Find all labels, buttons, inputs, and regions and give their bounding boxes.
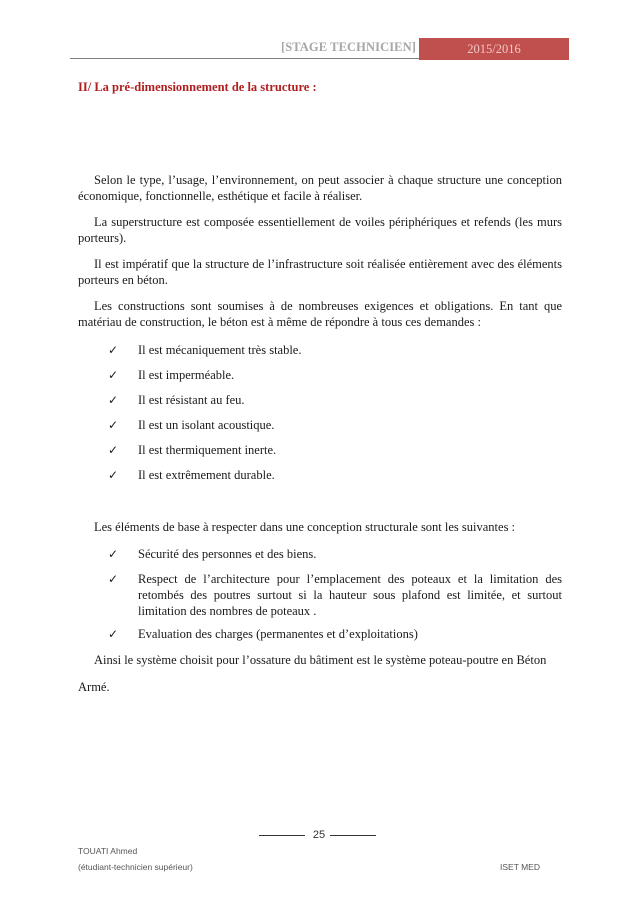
list-item-text: Il est thermiquement inerte. bbox=[138, 443, 277, 457]
checkmark-icon: ✓ bbox=[108, 343, 119, 357]
list-item bbox=[108, 342, 562, 358]
checkmark-icon: ✓ bbox=[108, 627, 119, 641]
header-year: 2015/2016 bbox=[419, 38, 569, 60]
checkmark-icon: ✓ bbox=[108, 418, 119, 432]
checkmark-icon: ✓ bbox=[108, 547, 119, 561]
list-item-text: Il est extrêmement durable. bbox=[138, 468, 275, 482]
checkmark-icon: ✓ bbox=[108, 368, 119, 382]
list-item-text: Sécurité des personnes et des biens. bbox=[138, 547, 317, 561]
header-rule bbox=[70, 58, 419, 59]
list-item bbox=[108, 626, 562, 642]
list-item bbox=[108, 442, 562, 458]
checkmark-icon: ✓ bbox=[108, 443, 119, 457]
paragraph-constructions: Les constructions sont soumises à de nombreuses exigences et obligations. En tant que matériau de construction, le béton est à même de répondre à tous ces demandes : bbox=[78, 299, 562, 329]
paragraph-superstructure: La superstructure est composée essentiellement de voiles périphériques et refends (les murs porteurs). bbox=[78, 215, 562, 245]
list-item bbox=[108, 367, 562, 383]
checkmark-icon: ✓ bbox=[108, 468, 119, 482]
checkmark-icon: ✓ bbox=[108, 572, 119, 586]
list-item bbox=[108, 571, 562, 619]
list-item bbox=[108, 392, 562, 408]
page-number-rule-right bbox=[330, 835, 376, 836]
checkmark-icon: ✓ bbox=[108, 393, 119, 407]
footer-author: TOUATI Ahmed bbox=[78, 846, 138, 856]
footer-institution: ISET MED bbox=[500, 862, 540, 872]
header-title: [STAGE TECHNICIEN] bbox=[280, 40, 416, 54]
list-item-text: Il est un isolant acoustique. bbox=[138, 418, 275, 432]
paragraph-conclusion: Ainsi le système choisit pour l’ossature du bâtiment est le système poteau-poutre en Béton bbox=[94, 653, 547, 667]
paragraph-intro: Selon le type, l’usage, l’environnement, on peut associer à chaque structure une conception économique, fonctionnelle, esthétique et facile à réaliser. bbox=[78, 173, 562, 203]
list-item-text: Il est résistant au feu. bbox=[138, 393, 245, 407]
list-item-text: Evaluation des charges (permanentes et d’exploitations) bbox=[138, 627, 418, 641]
list-item bbox=[108, 417, 562, 433]
paragraph-elements-intro: Les éléments de base à respecter dans une conception structurale sont les suivantes : bbox=[94, 520, 516, 534]
paragraph-conclusion-end: Armé. bbox=[78, 680, 110, 694]
paragraph-infrastructure: Il est impératif que la structure de l’infrastructure soit réalisée entièrement avec des éléments porteurs en béton. bbox=[78, 257, 562, 287]
section-title: II/ La pré-dimensionnement de la structure : bbox=[78, 80, 317, 94]
list-item-text: Respect de l’architecture pour l’emplacement des poteaux et la limitation des retombés des poutres surtout si la hauteur sous plafond est limitée, et surtout limitation des nombres de poteaux . bbox=[138, 572, 562, 618]
page-number: 25 bbox=[312, 829, 326, 841]
list-item bbox=[108, 467, 562, 483]
list-item bbox=[108, 546, 562, 562]
footer-role: (étudiant-technicien supérieur) bbox=[78, 862, 193, 872]
list-item-text: Il est imperméable. bbox=[138, 368, 235, 382]
list-item-text: Il est mécaniquement très stable. bbox=[138, 343, 302, 357]
